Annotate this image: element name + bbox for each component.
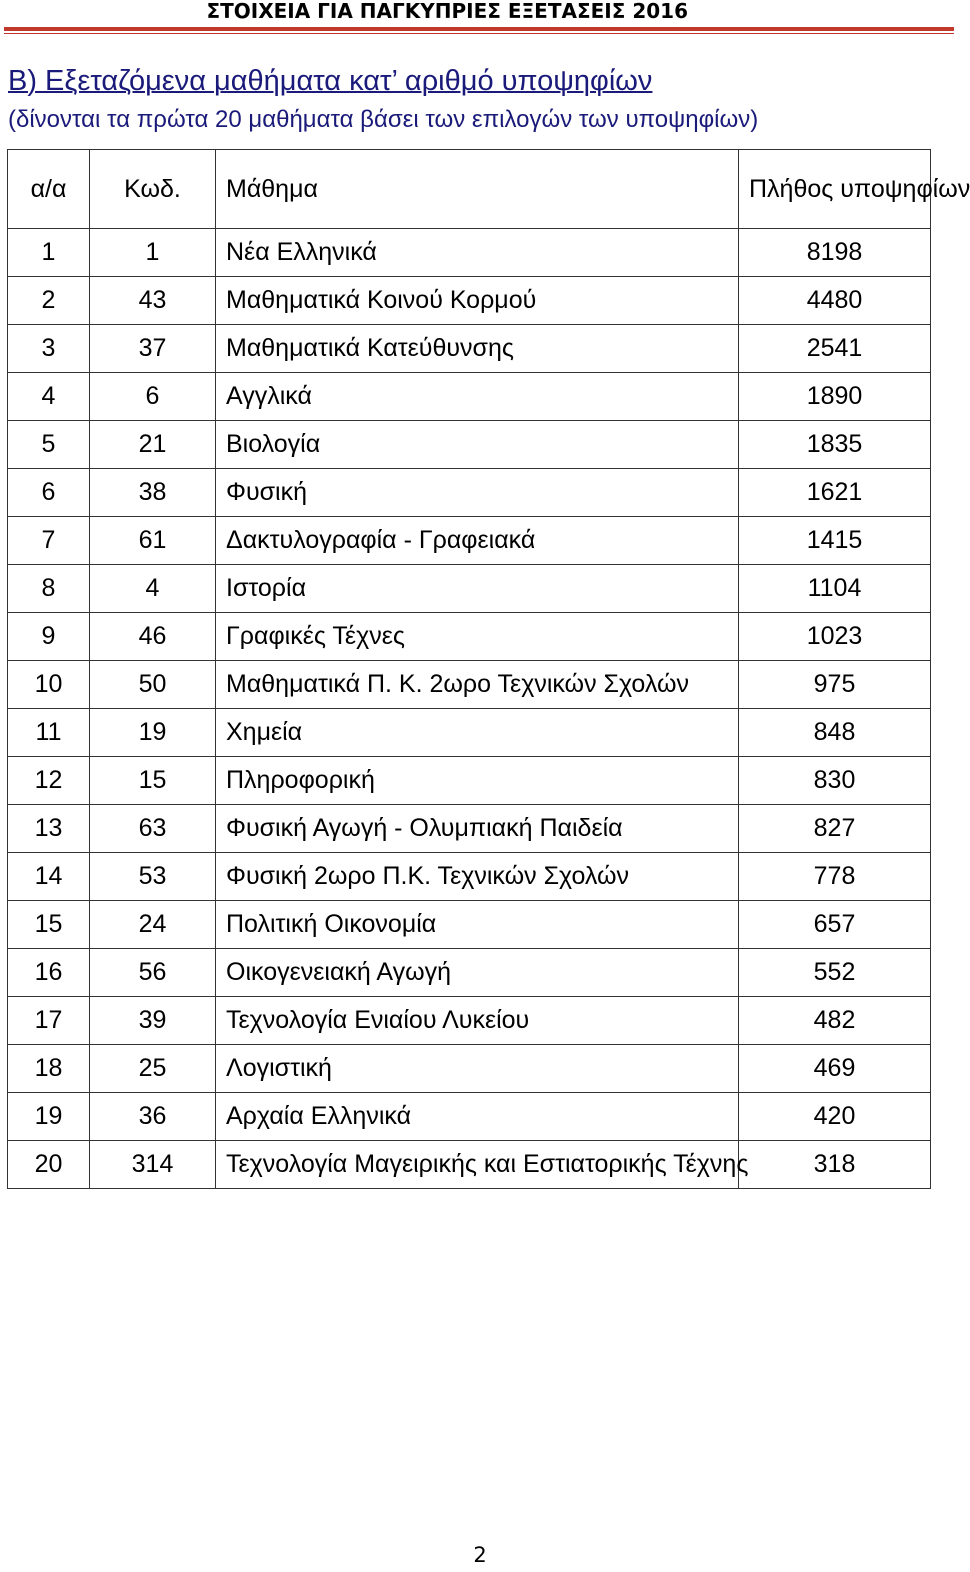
cell-count: 552 bbox=[739, 949, 931, 997]
header-rule-thick bbox=[4, 27, 954, 31]
cell-aa: 6 bbox=[8, 469, 90, 517]
cell-count: 830 bbox=[739, 757, 931, 805]
cell-aa: 20 bbox=[8, 1141, 90, 1189]
cell-aa: 9 bbox=[8, 613, 90, 661]
subjects-table bbox=[7, 149, 970, 1189]
table-row bbox=[8, 277, 931, 325]
cell-aa: 4 bbox=[8, 373, 90, 421]
cell-aa: 5 bbox=[8, 421, 90, 469]
cell-code: 43 bbox=[90, 277, 216, 325]
cell-aa: 15 bbox=[8, 901, 90, 949]
cell-code: 15 bbox=[90, 757, 216, 805]
running-header: ΣΤΟΙΧΕΙΑ ΓΙΑ ΠΑΓΚΥΠΡΙΕΣ ΕΞΕΤΑΣΕΙΣ 2016 bbox=[206, 0, 688, 23]
table-row bbox=[8, 325, 931, 373]
header-rule-thin bbox=[4, 33, 954, 34]
cell-code: 25 bbox=[90, 1045, 216, 1093]
cell-subject: Τεχνολογία Μαγειρικής και Εστιατορικής Τέχνης bbox=[216, 1141, 739, 1189]
table-row bbox=[8, 373, 931, 421]
column-header-code: Κωδ. bbox=[90, 150, 216, 229]
page-number: 2 bbox=[473, 1543, 487, 1567]
table-row bbox=[8, 613, 931, 661]
table-header-row bbox=[8, 150, 931, 229]
cell-aa: 8 bbox=[8, 565, 90, 613]
cell-code: 53 bbox=[90, 853, 216, 901]
cell-code: 24 bbox=[90, 901, 216, 949]
table-row bbox=[8, 469, 931, 517]
cell-count: 975 bbox=[739, 661, 931, 709]
table-row bbox=[8, 997, 931, 1045]
cell-subject: Δακτυλογραφία - Γραφειακά bbox=[216, 517, 739, 565]
cell-count: 1621 bbox=[739, 469, 931, 517]
cell-code: 63 bbox=[90, 805, 216, 853]
cell-aa: 3 bbox=[8, 325, 90, 373]
section-title: Β) Εξεταζόμενα μαθήματα κατ’ αριθμό υποψηφίων bbox=[8, 65, 653, 97]
cell-aa: 17 bbox=[8, 997, 90, 1045]
cell-count: 827 bbox=[739, 805, 931, 853]
cell-code: 46 bbox=[90, 613, 216, 661]
cell-count: 4480 bbox=[739, 277, 931, 325]
cell-subject: Χημεία bbox=[216, 709, 739, 757]
table-row bbox=[8, 229, 931, 277]
cell-code: 37 bbox=[90, 325, 216, 373]
table-row bbox=[8, 1141, 931, 1189]
table-row bbox=[8, 709, 931, 757]
table-row bbox=[8, 661, 931, 709]
cell-aa: 16 bbox=[8, 949, 90, 997]
cell-count: 1023 bbox=[739, 613, 931, 661]
table-row bbox=[8, 1093, 931, 1141]
cell-code: 1 bbox=[90, 229, 216, 277]
column-header-subject: Μάθημα bbox=[216, 150, 739, 229]
section-subtitle: (δίνονται τα πρώτα 20 μαθήματα βάσει των επιλογών των υποψηφίων) bbox=[8, 106, 759, 133]
cell-subject: Οικογενειακή Αγωγή bbox=[216, 949, 739, 997]
cell-aa: 11 bbox=[8, 709, 90, 757]
cell-aa: 2 bbox=[8, 277, 90, 325]
table-row bbox=[8, 949, 931, 997]
cell-count: 778 bbox=[739, 853, 931, 901]
cell-subject: Φυσική bbox=[216, 469, 739, 517]
cell-count: 1415 bbox=[739, 517, 931, 565]
table-row bbox=[8, 853, 931, 901]
cell-count: 482 bbox=[739, 997, 931, 1045]
cell-code: 21 bbox=[90, 421, 216, 469]
cell-count: 1104 bbox=[739, 565, 931, 613]
cell-count: 657 bbox=[739, 901, 931, 949]
column-header-count: Πλήθος υποψηφίων bbox=[739, 150, 931, 229]
table-row bbox=[8, 901, 931, 949]
cell-code: 6 bbox=[90, 373, 216, 421]
cell-subject: Τεχνολογία Ενιαίου Λυκείου bbox=[216, 997, 739, 1045]
column-header-aa: α/α bbox=[8, 150, 90, 229]
cell-count: 469 bbox=[739, 1045, 931, 1093]
cell-aa: 1 bbox=[8, 229, 90, 277]
cell-subject: Αρχαία Ελληνικά bbox=[216, 1093, 739, 1141]
cell-subject: Μαθηματικά Π. Κ. 2ωρο Τεχνικών Σχολών bbox=[216, 661, 739, 709]
cell-code: 314 bbox=[90, 1141, 216, 1189]
cell-count: 1890 bbox=[739, 373, 931, 421]
cell-code: 19 bbox=[90, 709, 216, 757]
cell-subject: Βιολογία bbox=[216, 421, 739, 469]
cell-subject: Φυσική 2ωρο Π.Κ. Τεχνικών Σχολών bbox=[216, 853, 739, 901]
cell-subject: Λογιστική bbox=[216, 1045, 739, 1093]
cell-aa: 12 bbox=[8, 757, 90, 805]
cell-code: 61 bbox=[90, 517, 216, 565]
table-row bbox=[8, 421, 931, 469]
cell-code: 39 bbox=[90, 997, 216, 1045]
cell-aa: 18 bbox=[8, 1045, 90, 1093]
cell-code: 38 bbox=[90, 469, 216, 517]
cell-count: 2541 bbox=[739, 325, 931, 373]
cell-subject: Νέα Ελληνικά bbox=[216, 229, 739, 277]
cell-count: 318 bbox=[739, 1141, 931, 1189]
cell-subject: Μαθηματικά Κοινού Κορμού bbox=[216, 277, 739, 325]
cell-aa: 10 bbox=[8, 661, 90, 709]
table-body bbox=[8, 229, 931, 1189]
table-row bbox=[8, 805, 931, 853]
cell-subject: Φυσική Αγωγή - Ολυμπιακή Παιδεία bbox=[216, 805, 739, 853]
cell-aa: 19 bbox=[8, 1093, 90, 1141]
table-row bbox=[8, 517, 931, 565]
cell-code: 4 bbox=[90, 565, 216, 613]
table-row bbox=[8, 757, 931, 805]
cell-count: 848 bbox=[739, 709, 931, 757]
cell-subject: Γραφικές Τέχνες bbox=[216, 613, 739, 661]
table-row bbox=[8, 565, 931, 613]
cell-aa: 13 bbox=[8, 805, 90, 853]
cell-subject: Πληροφορική bbox=[216, 757, 739, 805]
cell-count: 420 bbox=[739, 1093, 931, 1141]
cell-code: 56 bbox=[90, 949, 216, 997]
cell-count: 1835 bbox=[739, 421, 931, 469]
cell-subject: Ιστορία bbox=[216, 565, 739, 613]
cell-aa: 14 bbox=[8, 853, 90, 901]
cell-aa: 7 bbox=[8, 517, 90, 565]
cell-count: 8198 bbox=[739, 229, 931, 277]
cell-code: 50 bbox=[90, 661, 216, 709]
table-row bbox=[8, 1045, 931, 1093]
cell-subject: Πολιτική Οικονομία bbox=[216, 901, 739, 949]
cell-subject: Αγγλικά bbox=[216, 373, 739, 421]
cell-subject: Μαθηματικά Κατεύθυνσης bbox=[216, 325, 739, 373]
cell-code: 36 bbox=[90, 1093, 216, 1141]
